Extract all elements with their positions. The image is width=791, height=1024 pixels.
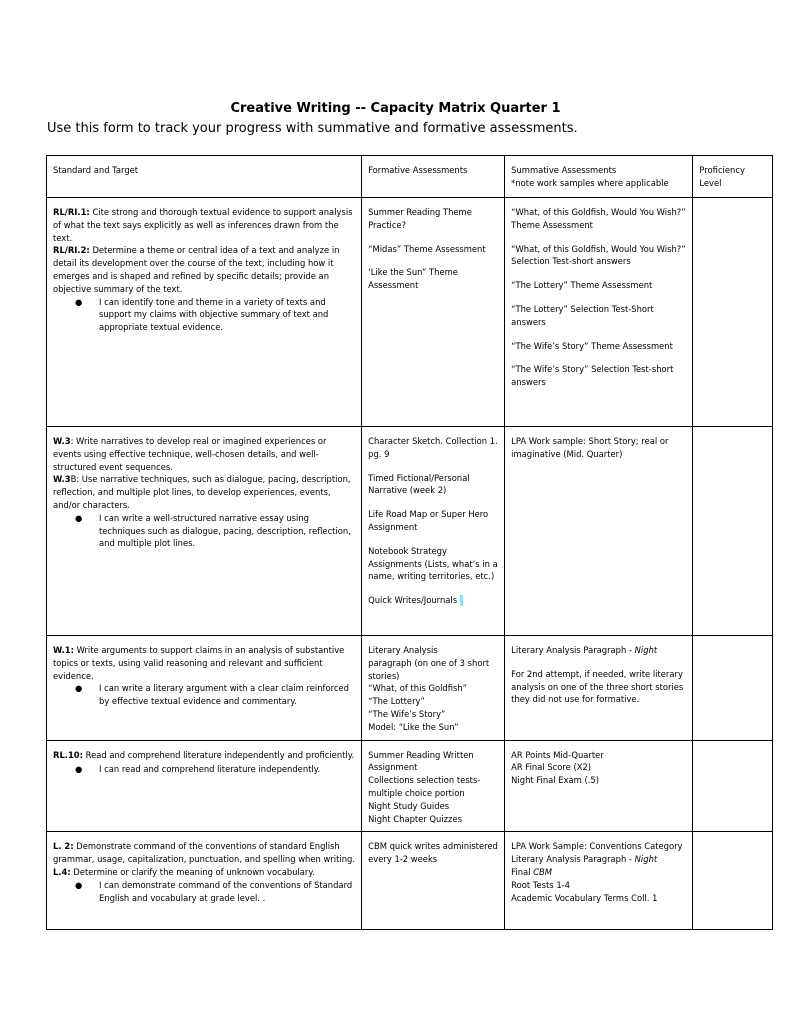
summative-line: AR Final Score (X2) <box>511 762 592 773</box>
summative-line: Night Final Exam (.5) <box>511 775 600 786</box>
bullet-icon: ● <box>75 512 83 523</box>
bullet-icon: ● <box>75 683 83 694</box>
formative-item: Summer Reading Theme Practice? <box>368 207 472 230</box>
header-formative-label: Formative Assessments <box>368 165 468 175</box>
summative-item: “What, of this Goldfish, Would You Wish?” Selection Test-short answers <box>511 243 686 267</box>
header-summative-note: *note work samples where applicable <box>511 177 669 188</box>
formative-line: Model: “Like the Sun” <box>368 721 459 732</box>
summative-text: Literary Analysis Paragraph - <box>511 645 635 655</box>
summative-item: For 2nd attempt, if needed, write literary analysis on one of the three short stories they did not use for formative. <box>511 668 684 705</box>
formative-item: “Midas” Theme Assessment <box>368 243 486 254</box>
document-subtitle: Use this form to track your progress with summative and formative assessments. <box>47 121 578 136</box>
summative-line: Root Tests 1-4 <box>511 879 571 890</box>
table-row <box>47 740 773 832</box>
bullet-icon: ● <box>75 296 83 307</box>
summative-item: “The Lottery” Selection Test-Short answers <box>511 303 654 327</box>
table-header-row <box>47 156 773 198</box>
summative-text: Literary Analysis Paragraph - <box>511 854 635 865</box>
header-proficiency-label-1: Proficiency <box>699 165 745 175</box>
standard-code: RL.10: <box>53 749 83 760</box>
target-statement <box>53 512 355 550</box>
header-summative-label: Summative Assessments <box>511 165 617 175</box>
summative-item: “The Wife’s Story” Selection Test-short answers <box>511 364 674 388</box>
summative-line <box>511 853 686 866</box>
summative-item: “What, of this Goldfish, Would You Wish?” Theme Assessment <box>511 207 686 230</box>
standard-cell <box>47 198 362 427</box>
header-standard-label: Standard and Target <box>53 165 139 175</box>
standard-text: Cite strong and thorough textual evidence to support analysis of what the text says explicitly as well as inferences drawn from the text. <box>53 207 353 243</box>
formative-line: paragraph (on one of 3 short stories) <box>368 657 490 681</box>
summative-title: CBM <box>533 866 552 877</box>
proficiency-cell[interactable] <box>693 832 773 930</box>
standard-code: L.4: <box>53 866 71 877</box>
header-proficiency <box>693 156 773 198</box>
formative-item-text: Quick Writes/Journals <box>368 595 458 606</box>
bullet-icon: ● <box>75 879 83 890</box>
formative-item: CBM quick writes administered every 1-2 weeks <box>368 841 498 865</box>
standard-text: B: Use narrative techniques, such as dialogue, pacing, description, reflection, and multiple plot lines, to develop experiences, events, and/or characters. <box>53 474 351 510</box>
summative-cell <box>505 198 693 427</box>
document-title: Creative Writing -- Capacity Matrix Quarter 1 <box>230 101 561 116</box>
table-row <box>47 427 773 636</box>
summative-item <box>511 644 686 657</box>
formative-line: “The Wife’s Story” <box>368 708 446 719</box>
table-row <box>47 198 773 427</box>
summative-text: Final <box>511 866 534 877</box>
bullet-icon: ● <box>75 764 83 775</box>
table-row <box>47 832 773 930</box>
proficiency-cell[interactable] <box>693 740 773 832</box>
formative-line: Night Study Guides <box>368 800 450 811</box>
standard-text: : Write narratives to develop real or imagined experiences or events using effective technique, well-chosen details, and well-structured event sequences. <box>53 436 327 472</box>
summative-item: LPA Work sample: Short Story; real or imaginative (Mid. Quarter) <box>511 436 669 459</box>
proficiency-cell[interactable] <box>693 636 773 741</box>
proficiency-cell[interactable] <box>693 427 773 636</box>
target-text: I can demonstrate command of the conventions of Standard English and vocabulary at grade level. . <box>99 879 353 903</box>
formative-line: Summer Reading Written Assignment <box>368 749 474 773</box>
standard-code: W.3 <box>53 436 71 446</box>
formative-item-highlighted <box>368 594 498 607</box>
target-statement <box>53 296 355 334</box>
formative-item: Life Road Map or Super Hero Assignment <box>368 509 489 532</box>
summative-cell <box>505 832 693 930</box>
header-summative <box>505 156 693 198</box>
header-formative <box>362 156 505 198</box>
standard-cell <box>47 740 362 832</box>
capacity-matrix-table <box>46 155 773 930</box>
target-statement <box>53 763 355 776</box>
standard-cell <box>47 832 362 930</box>
standard-text: Determine or clarify the meaning of unknown vocabulary. <box>70 866 315 877</box>
target-text: I can write a well-structured narrative essay using techniques such as dialogue, pacing, description, reflection, and multiple plot lines. <box>99 512 351 549</box>
target-text: I can read and comprehend literature independently. <box>99 764 321 775</box>
standard-code: W.3 <box>53 474 71 485</box>
proficiency-cell[interactable] <box>693 198 773 427</box>
standard-text: Write arguments to support claims in an analysis of substantive topics or texts, using valid reasoning and relevant and sufficient evidence. <box>53 645 345 681</box>
formative-line: Collections selection tests- multiple choice portion <box>368 775 481 798</box>
header-standard <box>47 156 362 198</box>
summative-item: “The Wife’s Story” Theme Assessment <box>511 340 673 351</box>
formative-cell <box>362 636 505 741</box>
summative-cell <box>505 427 693 636</box>
standard-code: RL/RI.1: <box>53 207 90 217</box>
summative-title: Night <box>634 645 658 655</box>
standard-cell <box>47 636 362 741</box>
header-proficiency-label-2: Level <box>699 177 722 188</box>
summative-line: Academic Vocabulary Terms Coll. 1 <box>511 892 658 903</box>
formative-line: Night Chapter Quizzes <box>368 813 462 824</box>
target-statement <box>53 879 355 905</box>
formative-item: ‘Like the Sun” Theme Assessment <box>368 267 458 291</box>
summative-line: AR Points Mid-Quarter <box>511 749 604 760</box>
summative-cell <box>505 740 693 832</box>
standard-text: Determine a theme or central idea of a text and analyze in detail its development over the course of the text, including how it emerges and is shaped and refined by specific details; provide an objective summary of the text. <box>53 245 340 294</box>
standard-text: Demonstrate command of the conventions of standard English grammar, usage, capitalization, punctuation, and spelling when writing. <box>53 841 355 865</box>
text-cursor-highlight <box>460 595 463 606</box>
formative-cell <box>362 198 505 427</box>
standard-cell <box>47 427 362 636</box>
target-text: I can write a literary argument with a clear claim reinforced by effective textual evidence and commentary. <box>99 683 349 707</box>
formative-line: “The Lottery” <box>368 696 425 707</box>
formative-cell <box>362 740 505 832</box>
formative-line: Literary Analysis <box>368 645 438 655</box>
formative-item: Character Sketch. Collection 1. pg. 9 <box>368 436 498 459</box>
formative-item: Notebook Strategy Assignments (Lists, what’s in a name, writing territories, etc.) <box>368 545 498 582</box>
standard-code: RL/RI.2: <box>53 245 90 256</box>
standard-code: L. 2: <box>53 841 74 852</box>
summative-title: Night <box>634 854 658 865</box>
summative-line <box>511 866 686 879</box>
target-text: I can identify tone and theme in a variety of texts and support my claims with objective summary of text and appropriate textual evidence. <box>99 296 329 333</box>
standard-code: W.1: <box>53 645 74 655</box>
summative-line: LPA Work Sample: Conventions Category <box>511 841 683 852</box>
summative-cell <box>505 636 693 741</box>
formative-item: Timed Fictional/Personal Narrative (week 2) <box>368 472 470 496</box>
standard-text: Read and comprehend literature independently and proficiently. <box>82 749 355 760</box>
table-row <box>47 636 773 741</box>
summative-item: “The Lottery” Theme Assessment <box>511 280 653 291</box>
formative-cell <box>362 832 505 930</box>
formative-cell <box>362 427 505 636</box>
target-statement <box>53 682 355 708</box>
formative-line: “What, of this Goldfish” <box>368 683 468 694</box>
